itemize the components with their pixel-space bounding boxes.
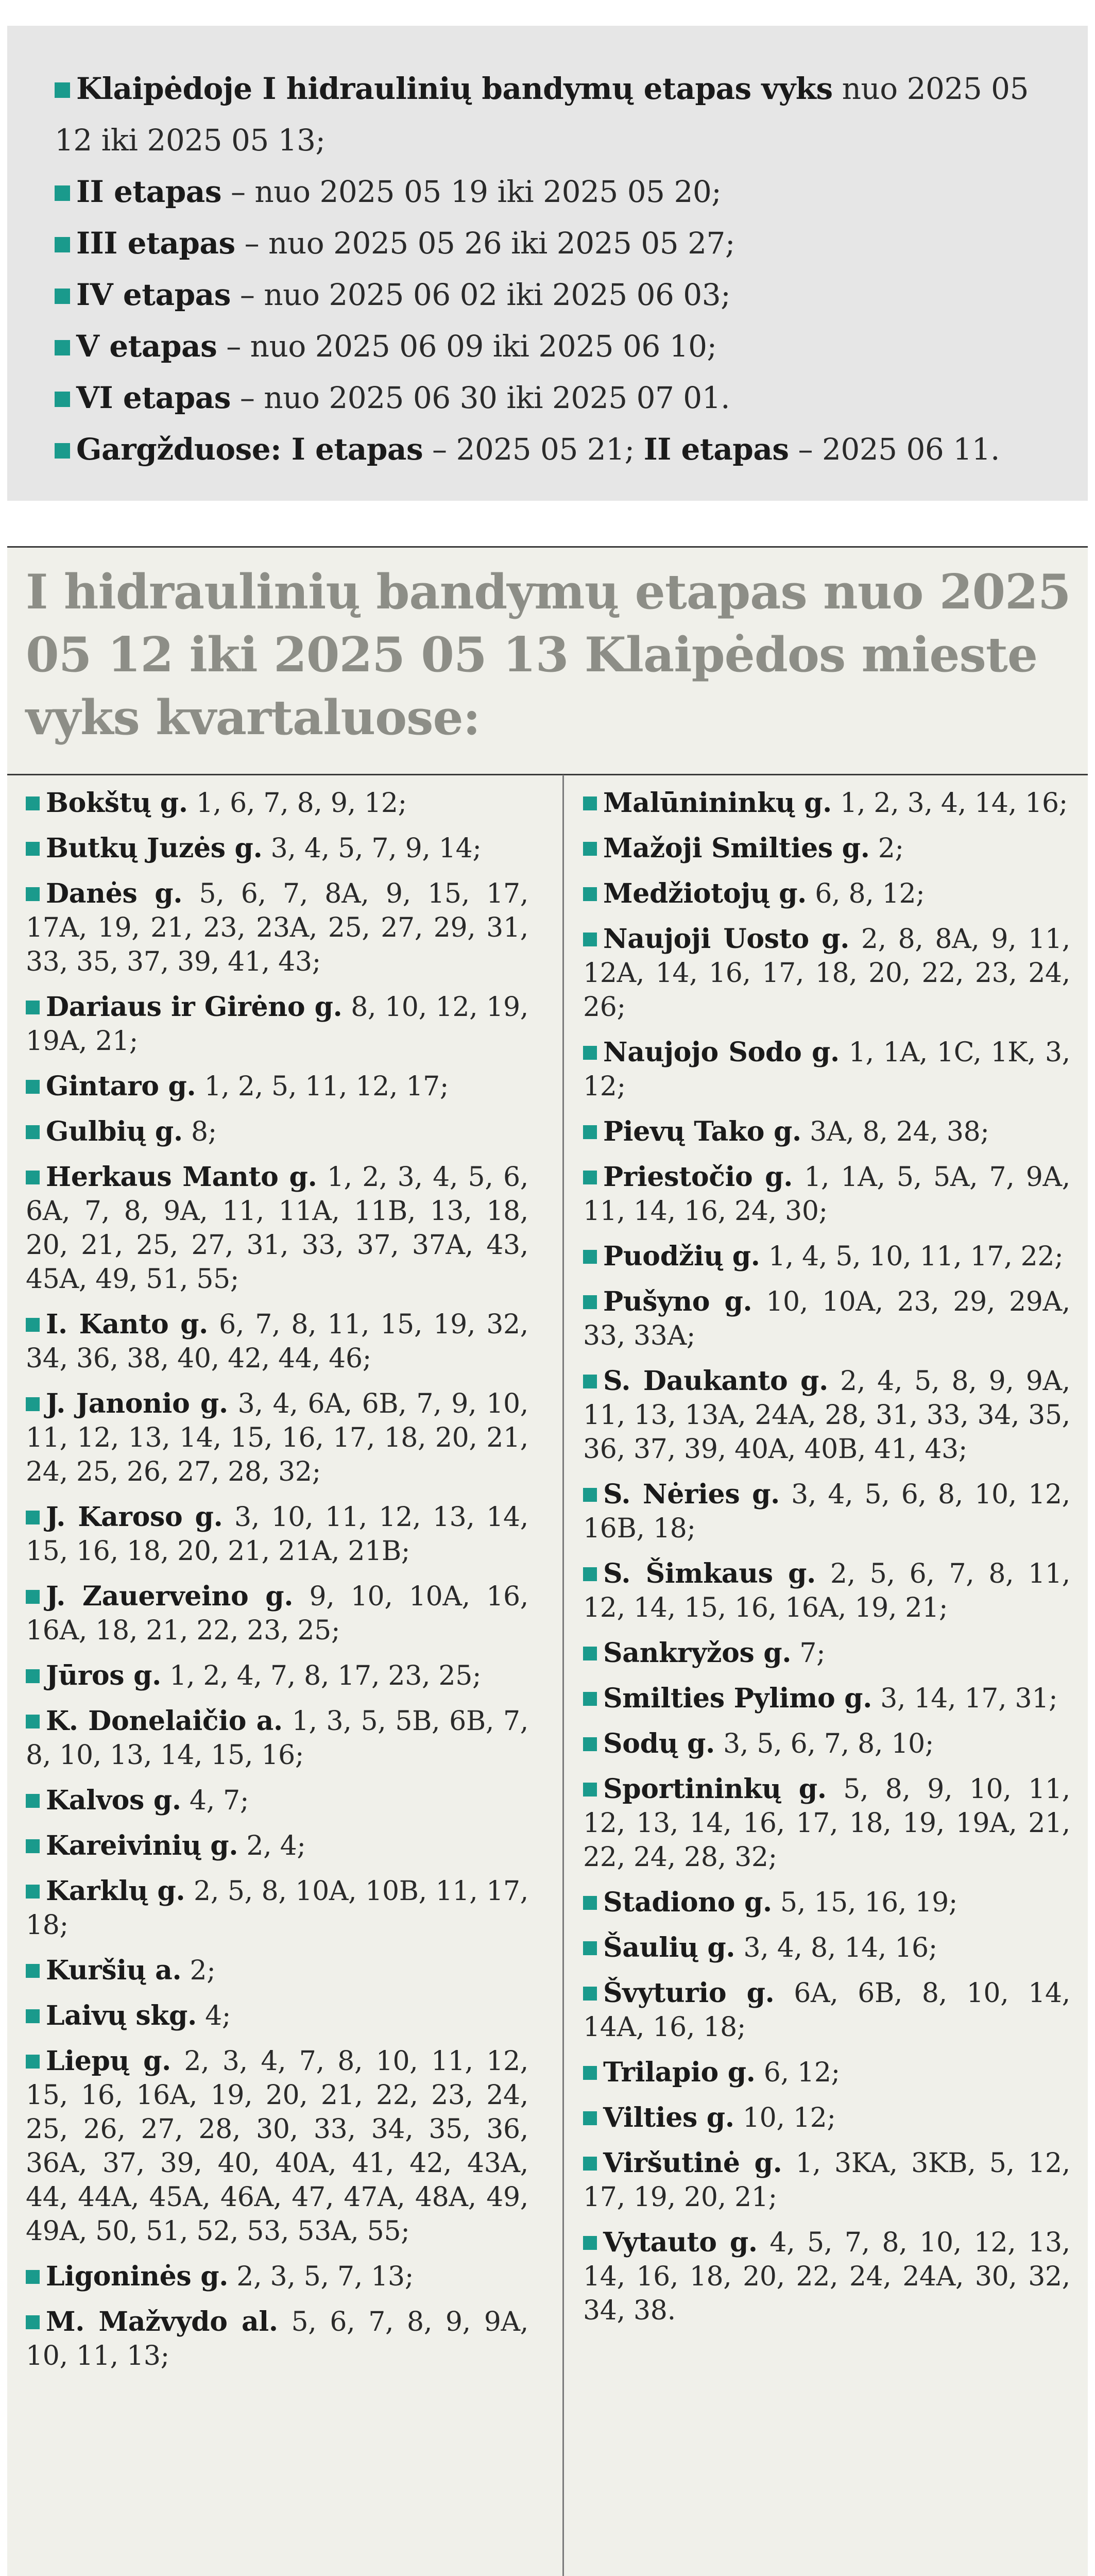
house-numbers: 1, 2, 5, 11, 12, 17; [196,1071,449,1102]
house-numbers: 3A, 8, 24, 38; [801,1116,989,1147]
street-entry [583,1240,1070,1274]
house-numbers: 3, 5, 6, 7, 8, 10; [714,1728,934,1759]
house-numbers: 2, 5, 6, 7, 8, 11, 12, 14, 15, 16, 16A, 19, 21; [583,1558,1070,1623]
house-numbers: 3, 4, 5, 7, 9, 14; [262,833,482,864]
street-name: K. Donelaičio a. [46,1705,283,1737]
house-numbers: 3, 4, 5, 6, 8, 10, 12, 16B, 18; [583,1479,1070,1544]
schedule-stage-label: Gargžduose: I etapas [76,432,423,467]
schedule-dates: – 2025 05 21; [423,432,644,467]
section-heading: I hidraulinių bandymų etapas nuo 2025 05 12 iki 2025 05 13 Klaipėdos mieste vyks kvartaluose: [26,564,1071,745]
street-name: S. Daukanto g. [603,1365,828,1397]
street-entry [583,2056,1070,2090]
bullet-square-icon [26,1794,40,1808]
street-entry [583,1478,1070,1546]
street-entry [583,1115,1070,1149]
bullet-square-icon [26,2055,40,2069]
house-numbers: 6, 12; [755,2057,840,2088]
bullet-square-icon [26,796,40,810]
bullet-square-icon [583,1783,597,1797]
house-numbers: 6, 8, 12; [806,878,925,909]
street-entry [583,1931,1070,1965]
house-numbers: 2, 4; [238,1831,306,1861]
bullet-square-icon [55,392,70,407]
street-name: Puodžių g. [603,1241,760,1272]
house-numbers: 3, 10, 11, 12, 13, 14, 15, 16, 18, 20, 21, 21A, 21B; [26,1502,528,1567]
bullet-square-icon [583,842,597,856]
street-entry [26,1704,528,1772]
bullet-square-icon [55,289,70,304]
schedule-dates: – nuo 2025 06 30 iki 2025 07 01. [230,380,730,415]
bullet-square-icon [26,2270,40,2284]
bullet-square-icon [583,2236,597,2250]
house-numbers: 1, 3, 5, 5B, 6B, 7, 8, 10, 13, 14, 15, 16; [26,1706,528,1771]
house-numbers: 6A, 6B, 8, 10, 14, 14A, 16, 18; [583,1978,1070,2043]
bullet-square-icon [26,1397,40,1411]
house-numbers: 1, 4, 5, 10, 11, 17, 22; [760,1241,1064,1272]
schedule-stage-label: Klaipėdoje I hidraulinių bandymų etapas vyks [76,71,833,106]
schedule-stage-label: IV etapas [76,277,231,312]
bullet-square-icon [583,2111,597,2125]
bullet-square-icon [26,1125,40,1139]
street-name: M. Mažvydo al. [46,2306,278,2337]
bullet-square-icon [583,1171,597,1184]
street-name: Laivų skg. [46,2000,197,2031]
street-name: Vytauto g. [603,2227,758,2258]
house-numbers: 5, 15, 16, 19; [772,1887,958,1918]
bullet-square-icon [26,1511,40,1524]
bullet-square-icon [26,2009,40,2023]
street-entry [583,1886,1070,1920]
house-numbers: 1, 2, 3, 4, 5, 6, 6A, 7, 8, 9A, 11, 11A, 11B, 13, 18, 20, 21, 25, 27, 31, 33, 37, 37A, 43, 45A, 49, 51, 55; [26,1162,528,1295]
house-numbers: 2; [181,1955,216,1986]
schedule-dates: nuo 2025 05 12 iki 2025 05 13; [55,71,1029,158]
schedule-dates: – nuo 2025 05 26 iki 2025 05 27; [235,226,735,261]
bullet-square-icon [583,1737,597,1751]
house-numbers: 6, 7, 8, 11, 15, 19, 32, 34, 36, 38, 40, 42, 44, 46; [26,1309,528,1374]
house-numbers: 2, 5, 8, 10A, 10B, 11, 17, 18; [26,1876,528,1941]
bullet-square-icon [26,1171,40,1184]
street-name: Kuršių a. [46,1955,182,1986]
street-name: Malūnininkų g. [603,787,832,819]
bullet-square-icon [26,1669,40,1683]
street-entry [26,2044,528,2248]
house-numbers: 5, 6, 7, 8A, 9, 15, 17, 17A, 19, 21, 23, 23A, 25, 27, 29, 31, 33, 35, 37, 39, 41, 43; [26,878,528,977]
schedule-stage-label: V etapas [76,329,217,364]
street-name: Kareivinių g. [46,1830,238,1861]
street-name: S. Nėries g. [603,1479,780,1510]
house-numbers: 4, 7; [181,1785,249,1816]
street-name: Medžiotojų g. [603,878,807,909]
street-name: Stadiono g. [603,1887,772,1918]
house-numbers: 5, 6, 7, 8, 9, 9A, 10, 11, 13; [26,2307,528,2371]
street-name: J. Karoso g. [46,1501,223,1533]
bullet-square-icon [26,1318,40,1332]
street-name: Danės g. [46,878,183,909]
street-entry [583,1364,1070,1466]
bullet-square-icon [583,1941,597,1955]
street-name: Šaulių g. [603,1932,735,1963]
schedule-dates: – nuo 2025 05 19 iki 2025 05 20; [221,174,722,209]
street-entry [583,1682,1070,1716]
street-name: S. Šimkaus g. [603,1558,816,1589]
schedule-stage-label: II etapas [643,432,789,467]
house-numbers: 10, 10A, 23, 29, 29A, 33, 33A; [583,1286,1070,1351]
district-section [7,546,1088,2576]
bullet-square-icon [26,1590,40,1604]
street-entry [26,1070,528,1104]
street-name: I. Kanto g. [46,1309,208,1340]
street-name: Bokštų g. [46,787,188,819]
street-entry [26,2260,528,2294]
street-entry [583,832,1070,866]
house-numbers: 3, 4, 8, 14, 16; [735,1933,938,1963]
street-name: Ligoninės g. [46,2261,229,2292]
street-entry [26,1874,528,1942]
street-name: Vilties g. [603,2102,734,2133]
street-entry [583,786,1070,820]
street-name: Kalvos g. [46,1785,181,1816]
street-entry [26,1115,528,1149]
street-name: Švyturio g. [603,1977,775,2009]
house-numbers: 2, 3, 5, 7, 13; [228,2261,414,2292]
street-name: Sportininkų g. [603,1773,827,1805]
street-name: Sankryžos g. [603,1637,792,1669]
house-numbers: 10, 12; [734,2103,836,2133]
house-numbers: 7; [791,1638,826,1669]
house-numbers: 2; [869,833,904,864]
street-entry [26,1580,528,1648]
street-entry [26,877,528,979]
street-name: Jūros g. [46,1660,161,1691]
house-numbers: 4, 5, 7, 8, 10, 12, 13, 14, 16, 18, 20, 22, 24, 24A, 30, 32, 34, 38. [583,2227,1070,2326]
schedule-stage-label: II etapas [76,174,222,209]
street-name: Gulbių g. [46,1116,183,1147]
bullet-square-icon [583,796,597,810]
schedule-dates: – nuo 2025 06 09 iki 2025 06 10; [217,329,717,364]
bullet-square-icon [26,1715,40,1728]
bullet-square-icon [583,1896,597,1910]
street-name: Pievų Tako g. [603,1116,801,1147]
house-numbers: 1, 2, 3, 4, 14, 16; [831,788,1068,819]
house-numbers: 1, 6, 7, 8, 9, 12; [187,788,407,819]
house-numbers: 9, 10, 10A, 16, 16A, 18, 21, 22, 23, 25; [26,1581,528,1646]
schedule-dates: – 2025 06 11. [789,432,1000,467]
street-entry [583,1727,1070,1761]
street-entry [583,1976,1070,2044]
house-numbers: 4; [196,2001,231,2031]
street-name: Karklų g. [46,1875,185,1907]
street-name: Gintaro g. [46,1071,196,1102]
schedule-line [55,166,1057,217]
street-entry [583,922,1070,1024]
house-numbers: 3, 14, 17, 31; [872,1683,1058,1714]
street-name: Dariaus ir Girėno g. [46,991,343,1023]
street-name: Trilapio g. [603,2057,756,2088]
section-top-rule [7,546,1088,548]
house-numbers: 3, 4, 6A, 6B, 7, 9, 10, 11, 12, 13, 14, 15, 16, 17, 18, 20, 21, 24, 25, 26, 27, 28, 32; [26,1388,528,1487]
house-numbers: 2, 3, 4, 7, 8, 10, 11, 12, 15, 16, 16A, 19, 20, 21, 22, 23, 24, 25, 26, 27, 28, 30, 33, 34, 35, 36, 36A, 37, 39, 40, 40A, 41, 42, 43A, 44, 44A, 45A, 46A, 47, 47A, 48A, 49, 49A, 50, 51, 52, 53, 53A, 55; [26,2046,528,2247]
bullet-square-icon [583,1692,597,1706]
bullet-square-icon [26,1964,40,1978]
schedule-dates: – nuo 2025 06 02 iki 2025 06 03; [230,277,731,312]
street-name: Priestočio g. [603,1161,793,1193]
house-numbers: 2, 4, 5, 8, 9, 9A, 11, 13, 13A, 24A, 28, 31, 33, 34, 35, 36, 37, 39, 40A, 40B, 41, 43; [583,1366,1070,1465]
bullet-square-icon [55,237,70,252]
bullet-square-icon [26,1885,40,1899]
street-name: Herkaus Manto g. [46,1161,317,1193]
street-entry [26,1829,528,1863]
street-name: Sodų g. [603,1728,715,1759]
street-entry [26,786,528,820]
bullet-square-icon [583,1987,597,2001]
bullet-square-icon [583,1488,597,1502]
bullet-square-icon [26,1080,40,1094]
schedule-line [55,269,1057,320]
street-entry [26,1999,528,2033]
bullet-square-icon [55,443,70,459]
house-numbers: 1, 3KA, 3KB, 5, 12, 17, 19, 20, 21; [583,2148,1070,2213]
street-entry [26,1387,528,1489]
street-entry [26,1659,528,1693]
street-entry [26,1954,528,1988]
street-entry [583,1160,1070,1228]
house-numbers: 5, 8, 9, 10, 11, 12, 13, 14, 16, 17, 18, 19, 19A, 21, 22, 24, 28, 32; [583,1774,1070,1873]
street-name: J. Zauerveino g. [46,1581,294,1612]
street-name: Smilties Pylimo g. [603,1683,872,1714]
bullet-square-icon [583,887,597,901]
bullet-square-icon [26,842,40,856]
street-entry [26,1308,528,1376]
street-name: Naujojo Sodo g. [603,1037,840,1068]
street-entry [26,1784,528,1818]
bullet-square-icon [583,1567,597,1581]
house-numbers: 1, 2, 4, 7, 8, 17, 23, 25; [161,1660,482,1691]
bullet-square-icon [583,1125,597,1139]
bullet-square-icon [26,1839,40,1853]
house-numbers: 2, 8, 8A, 9, 11, 12A, 14, 16, 17, 18, 20, 22, 23, 24, 26; [583,924,1071,1023]
street-name: Butkų Juzės g. [46,833,263,864]
schedule-line [55,423,1057,475]
street-name: Viršutinė g. [603,2147,782,2179]
street-entry [583,1036,1070,1104]
street-entry [26,2305,528,2373]
street-entry [26,832,528,866]
street-name: Mažoji Smilties g. [603,833,870,864]
bullet-square-icon [583,2066,597,2080]
street-name: Liepų g. [46,2045,171,2077]
street-column-left [26,786,528,2384]
street-name: Pušyno g. [603,1286,752,1317]
street-entry [583,1636,1070,1670]
bullet-square-icon [55,340,70,355]
bullet-square-icon [26,1001,40,1014]
house-numbers: 8; [182,1116,217,1147]
heading-rule [7,774,1088,775]
street-entry [583,1285,1070,1353]
bullet-square-icon [55,185,70,201]
house-numbers: 1, 1A, 5, 5A, 7, 9A, 11, 14, 16, 24, 30; [583,1162,1070,1227]
street-entry [583,1772,1070,1874]
street-name: Naujoji Uosto g. [603,923,850,955]
bullet-square-icon [583,1375,597,1388]
bullet-square-icon [55,82,70,98]
column-divider [562,775,564,2576]
bullet-square-icon [583,1647,597,1660]
street-name: J. Janonio g. [46,1388,228,1419]
schedule-stage-label: III etapas [76,226,235,261]
schedule-stage-label: VI etapas [76,380,231,415]
house-numbers: 8, 10, 12, 19, 19A, 21; [26,992,528,1057]
street-entry [583,2146,1070,2214]
bullet-square-icon [583,2157,597,2171]
street-entry [26,1160,528,1296]
schedule-line [55,217,1057,269]
street-entry [583,1557,1070,1625]
house-numbers: 1, 1A, 1C, 1K, 3, 12; [583,1037,1070,1102]
street-entry [583,877,1070,911]
street-entry [26,1500,528,1568]
schedule-box [7,26,1088,501]
bullet-square-icon [583,1046,597,1060]
schedule-line [55,320,1057,372]
street-column-right [583,786,1070,2339]
bullet-square-icon [26,887,40,901]
street-entry [26,990,528,1058]
schedule-line [55,372,1057,423]
bullet-square-icon [26,2315,40,2329]
bullet-square-icon [583,933,597,946]
schedule-line [55,63,1057,166]
street-entry [583,2226,1070,2328]
bullet-square-icon [583,1295,597,1309]
bullet-square-icon [583,1250,597,1264]
street-entry [583,2101,1070,2135]
